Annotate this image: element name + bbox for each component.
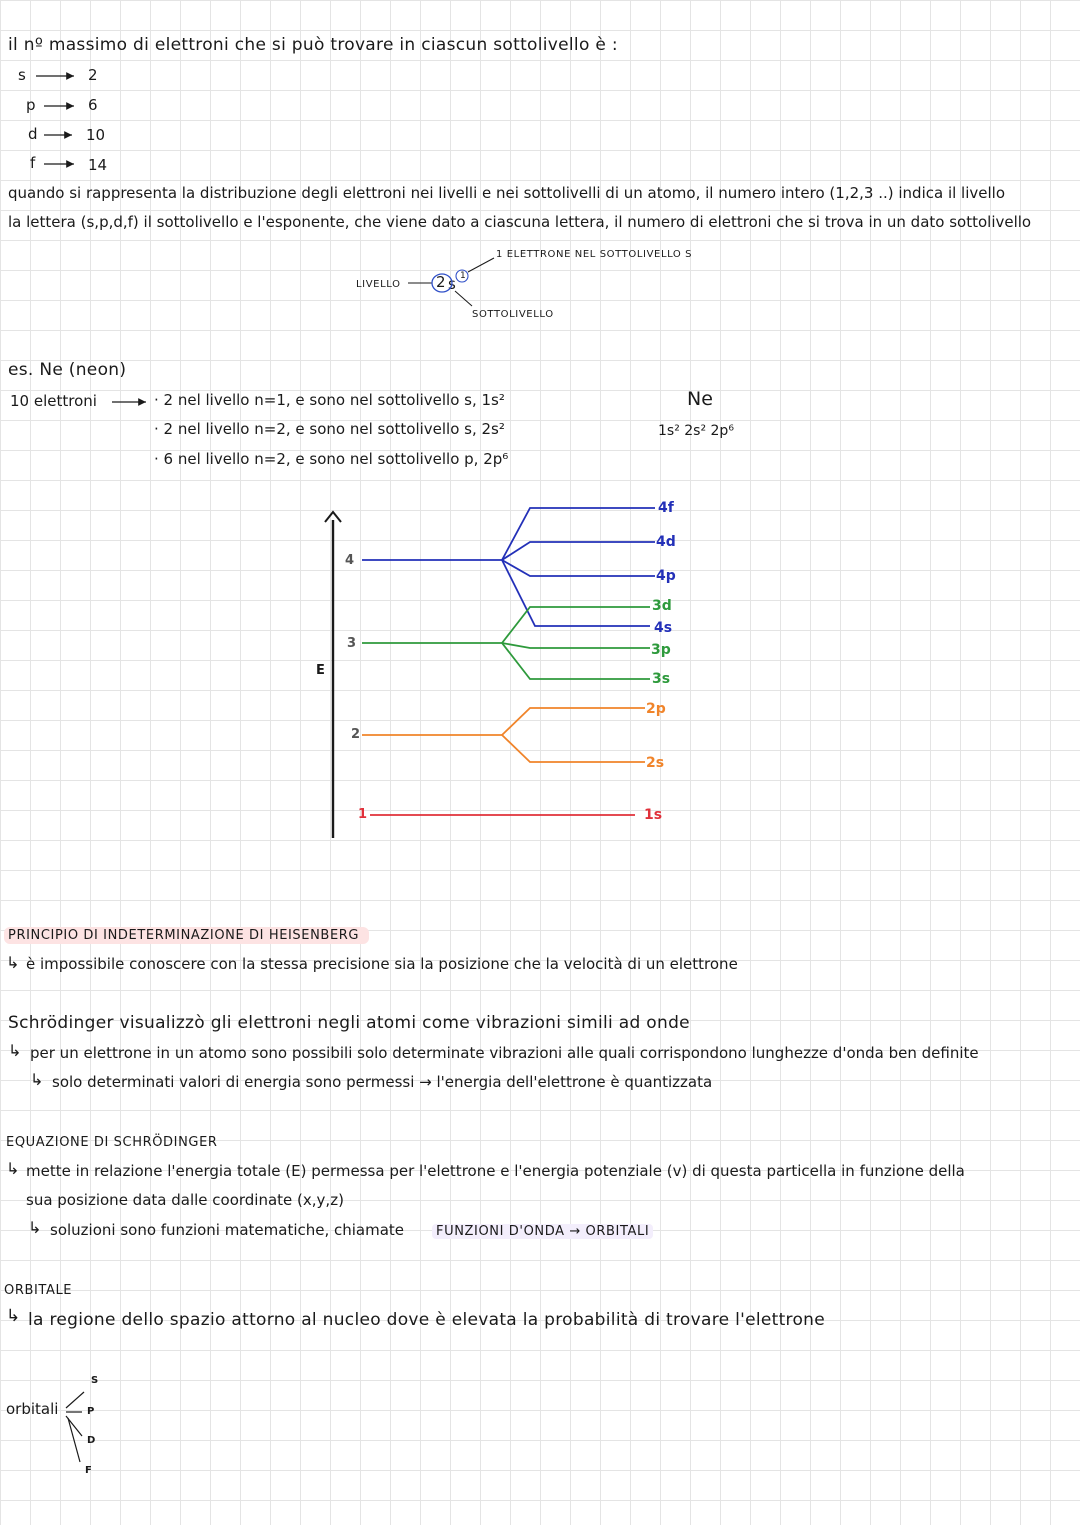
heisenberg-title: PRINCIPIO DI INDETERMINAZIONE DI HEISENBERG xyxy=(4,927,369,944)
intro-arrows xyxy=(36,76,146,402)
energy-axis xyxy=(325,512,341,838)
orbital-type-p: P xyxy=(87,1406,95,1417)
orbital-type-f: F xyxy=(85,1465,92,1476)
example-electrons: 10 elettroni xyxy=(10,392,97,410)
sublevel-label-4p: 4p xyxy=(656,568,676,584)
level-circle-icon xyxy=(432,274,452,292)
max-row-p-label: p xyxy=(26,96,36,114)
level-2-lines xyxy=(362,708,645,762)
example-title: es. Ne (neon) xyxy=(8,360,127,380)
level-4-lines xyxy=(362,508,655,626)
sublevel-label-3s: 3s xyxy=(652,671,671,687)
orbital-type-d: D xyxy=(87,1435,96,1446)
label-one-electron: 1 ELETTRONE NEL SOTTOLIVELLO S xyxy=(496,249,693,260)
equation-arrow-icon: ↳ xyxy=(6,1159,20,1178)
schrodinger-line-3: solo determinati valori di energia sono permessi → l'energia dell'elettrone è quantizzata xyxy=(52,1073,713,1091)
sublevel-label-2s: 2s xyxy=(646,755,665,771)
sublevel-label-3d: 3d xyxy=(652,598,672,614)
label-sublevel: SOTTOLIVELLO xyxy=(472,309,554,320)
notation-line-1: quando si rappresenta la distribuzione degli elettroni nei livelli e nei sottolivelli di un atomo, il numero intero (1,2,3 ..) indica il livello xyxy=(8,184,1006,202)
max-row-d-label: d xyxy=(28,125,38,143)
exponent-circle-icon xyxy=(456,270,468,282)
orbitali-label: orbitali xyxy=(6,1400,59,1418)
orbitale-text: la regione dello spazio attorno al nucleo dove è elevata la probabilità di trovare l'elettrone xyxy=(28,1310,826,1330)
example-notation-exp: 1 xyxy=(460,271,466,281)
example-notation-level: 2 xyxy=(436,273,446,291)
intro-heading: il nº massimo di elettroni che si può trovare in ciascun sottolivello è : xyxy=(8,35,618,55)
max-row-f-value: 14 xyxy=(88,156,108,174)
level-label-4: 4 xyxy=(345,553,355,568)
example-symbol: Ne xyxy=(687,388,713,410)
orbital-type-s: S xyxy=(91,1375,99,1386)
level-label-1: 1 xyxy=(358,807,368,822)
schrodinger-arrow-icon-2: ↳ xyxy=(30,1070,44,1089)
sublevel-label-4f: 4f xyxy=(658,500,674,516)
max-row-s-label: s xyxy=(18,66,26,84)
level-label-3: 3 xyxy=(347,636,357,651)
schrodinger-line-2: per un elettrone in un atomo sono possibili solo determinate vibrazioni alle quali corrispondono lunghezze d'onda ben definite xyxy=(30,1044,979,1062)
notation-line-2: la lettera (s,p,d,f) il sottolivello e l'esponente, che viene dato a ciascuna lettera, il numero di elettroni che si trova in un dato sottolivello xyxy=(8,213,1032,231)
sublevel-label-3p: 3p xyxy=(651,642,671,658)
max-row-p-value: 6 xyxy=(88,96,98,114)
example-item-3: · 6 nel livello n=2, e sono nel sottolivello p, 2p⁶ xyxy=(154,450,509,468)
orbitale-title: ORBITALE xyxy=(4,1283,73,1298)
equation-highlight: FUNZIONI D'ONDA → ORBITALI xyxy=(432,1224,653,1239)
schrodinger-arrow-icon: ↳ xyxy=(8,1041,22,1060)
example-item-1: · 2 nel livello n=1, e sono nel sottolivello s, 1s² xyxy=(154,391,505,409)
max-row-d-value: 10 xyxy=(86,126,106,144)
sublevel-label-2p: 2p xyxy=(646,701,666,717)
schrodinger-line-1: Schrödinger visualizzò gli elettroni negli atomi come vibrazioni simili ad onde xyxy=(8,1013,690,1033)
sublevel-label-4d: 4d xyxy=(656,534,676,550)
heisenberg-text: è impossibile conoscere con la stessa precisione sia la posizione che la velocità di un elettrone xyxy=(26,955,738,973)
axis-label-e: E xyxy=(316,663,325,678)
level-label-2: 2 xyxy=(351,727,361,742)
example-notation-sub: s xyxy=(448,275,456,293)
label-level: LIVELLO xyxy=(356,279,401,290)
orbitale-arrow-icon: ↳ xyxy=(6,1306,21,1326)
notation-annotation xyxy=(408,258,494,306)
example-config: 1s² 2s² 2p⁶ xyxy=(658,423,734,439)
equation-line-1: mette in relazione l'energia totale (E) permessa per l'elettrone e l'energia potenziale (v) di questa particella in funzione della xyxy=(26,1162,965,1180)
example-item-2: · 2 nel livello n=2, e sono nel sottolivello s, 2s² xyxy=(154,420,505,438)
max-row-f-label: f xyxy=(30,154,36,172)
equation-line-2: sua posizione data dalle coordinate (x,y,z) xyxy=(26,1191,344,1209)
equation-arrow-icon-2: ↳ xyxy=(28,1218,42,1237)
heisenberg-arrow-icon: ↳ xyxy=(6,953,20,972)
sublevel-label-4s: 4s xyxy=(654,620,673,636)
max-row-s-value: 2 xyxy=(88,66,98,84)
equation-line-3: soluzioni sono funzioni matematiche, chiamate xyxy=(50,1221,405,1239)
equation-title: EQUAZIONE DI SCHRÖDINGER xyxy=(6,1135,218,1150)
sublevel-label-1s: 1s xyxy=(644,807,663,823)
level-3-lines xyxy=(362,607,650,679)
